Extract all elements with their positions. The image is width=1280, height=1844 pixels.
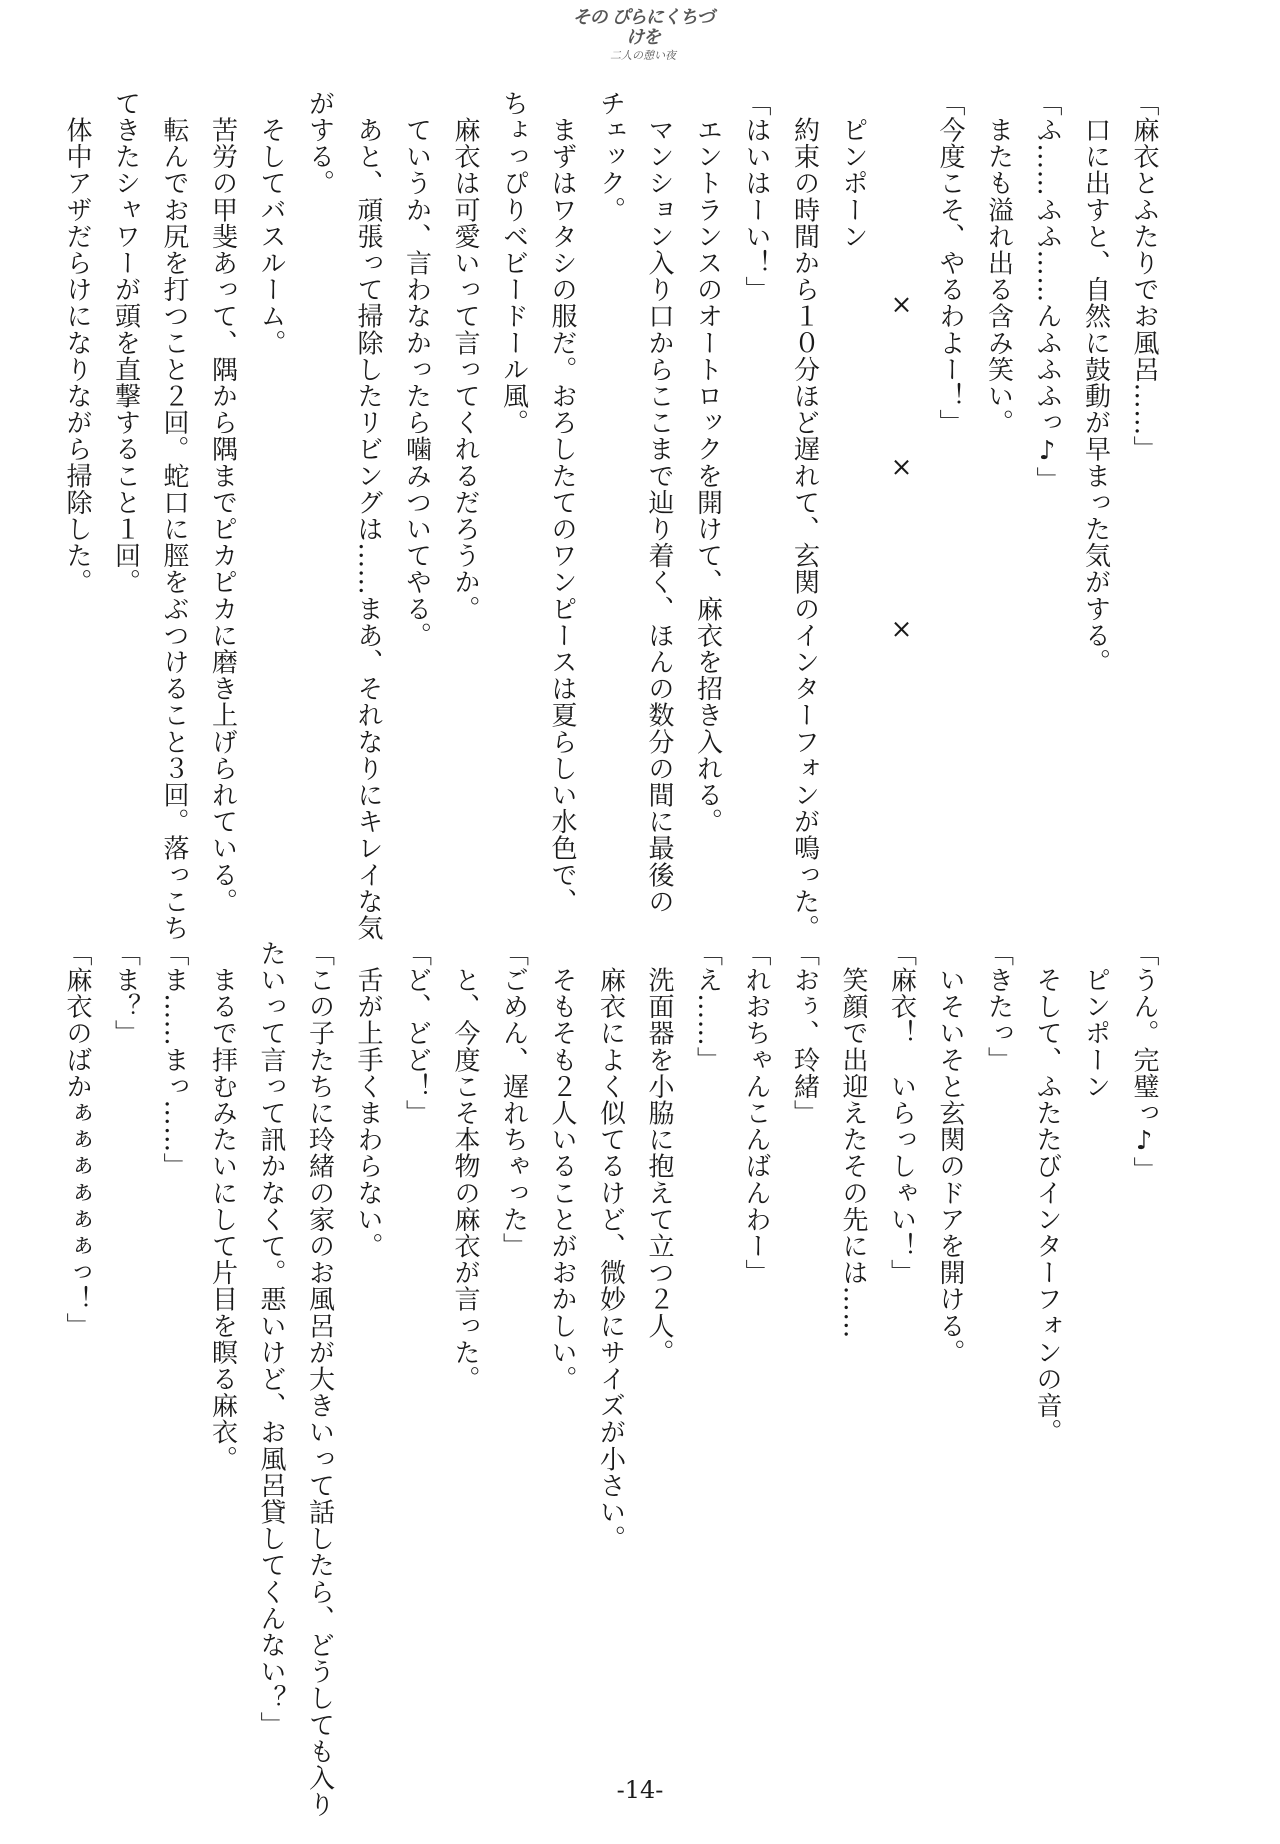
text-line: てきたシャワーが頭を直撃すること１回。 [110, 90, 141, 596]
text-line: 麻衣は可愛いって言ってくれるだろうか。 [450, 90, 480, 622]
text-line: と、今度こそ本物の麻衣が言った。 [450, 940, 480, 1393]
text-line: まずはワタシの服だ。おろしたてのワンピースは夏らしい水色で、 [547, 90, 577, 915]
page-header-logo [568, 8, 718, 68]
text-line: 「麻衣！ いらっしゃい！」 [886, 940, 917, 1286]
text-line: たいって言って訊かなくて。悪いけど、お風呂貸してくんない？」 [256, 940, 286, 1738]
text-line: 苦労の甲斐あって、隅から隅までピカピカに磨き上げられている。 [207, 90, 238, 915]
text-line: 「ど、どど！」 [401, 940, 432, 1127]
text-line: 「れおちゃんこんばんわー」 [741, 940, 771, 1286]
text-line: ていうか、言わなかったら噛みついてやる。 [401, 90, 432, 649]
scene-separator: × × × [886, 290, 917, 707]
text-line: 口に出すと、自然に鼓動が早まった気がする。 [1080, 90, 1111, 676]
text-line: マンション入り口からここまで辿り着く、ほんの数分の間に最後の [644, 90, 674, 915]
text-line: 「ごめん、遅れちゃった」 [498, 940, 529, 1260]
text-line: ピンポーン [838, 90, 868, 250]
logo-subtitle: 二人の憩い夜 [610, 48, 676, 62]
text-line: またも溢れ出る含み笑い。 [983, 90, 1014, 436]
text-line: そしてバスルーム。 [256, 90, 286, 356]
page-number: -14- [616, 1776, 664, 1804]
text-line: 舌が上手くまわらない。 [353, 940, 383, 1260]
text-line: 洗面器を小脇に抱えて立つ２人。 [644, 940, 674, 1366]
text-line: 「え……」 [692, 940, 723, 1073]
text-line: 「うん。完璧っ♪」 [1129, 940, 1159, 1184]
text-line: 「ま……まっ……」 [159, 940, 189, 1180]
text-line: 「きたっ」 [983, 940, 1014, 1073]
text-line: 約束の時間から１０分ほど遅れて、玄関のインターフォンが鳴った。 [789, 90, 820, 942]
upper-text-block [62, 90, 1168, 942]
text-line: 「麻衣のばかぁぁぁぁぁぁっ！」 [62, 940, 92, 1339]
text-line: ちょっぴりベビードール風。 [498, 90, 529, 436]
text-line: いそいそと玄関のドアを開ける。 [935, 940, 965, 1366]
text-line: 「はいはーい！」 [741, 90, 771, 303]
text-line: 体中アザだらけになりながら掃除した。 [62, 90, 92, 596]
text-line: そもそも２人いることがおかしい。 [547, 940, 577, 1393]
text-line: 「麻衣とふたりでお風呂……」 [1129, 90, 1159, 463]
text-line: あと、頑張って掃除したリビングは……まあ、それなりにキレイな気 [353, 90, 383, 942]
text-line: まるで拝むみたいにして片目を瞑る麻衣。 [207, 940, 238, 1472]
text-line: 麻衣によく似てるけど、微妙にサイズが小さい。 [595, 940, 626, 1552]
text-line: 「ま？」 [110, 940, 141, 1047]
text-line: チェック。 [595, 90, 626, 223]
text-line: 「おぅ、玲緒」 [789, 940, 820, 1127]
text-line: 笑顔で出迎えたその先には…… [838, 940, 868, 1339]
text-line: そして、ふたたびインターフォンの音。 [1032, 940, 1062, 1446]
text-line: エントランスのオートロックを開けて、麻衣を招き入れる。 [692, 90, 723, 835]
text-line: 「ふ……ふふ……んふふふっ♪」 [1032, 90, 1062, 493]
text-line: 「今度こそ、やるわよー！」 [935, 90, 965, 436]
text-line: ピンポーン [1080, 940, 1111, 1100]
text-line: がする。 [304, 90, 335, 197]
text-line: 転んでお尻を打つこと２回。蛇口に脛をぶつけること３回。落っこち [159, 90, 189, 942]
logo-title: その ぴらにくちづけを [572, 7, 714, 48]
text-line: 「この子たちに玲緒の家のお風呂が大きいって話したら、どうしても入り [304, 940, 335, 1818]
